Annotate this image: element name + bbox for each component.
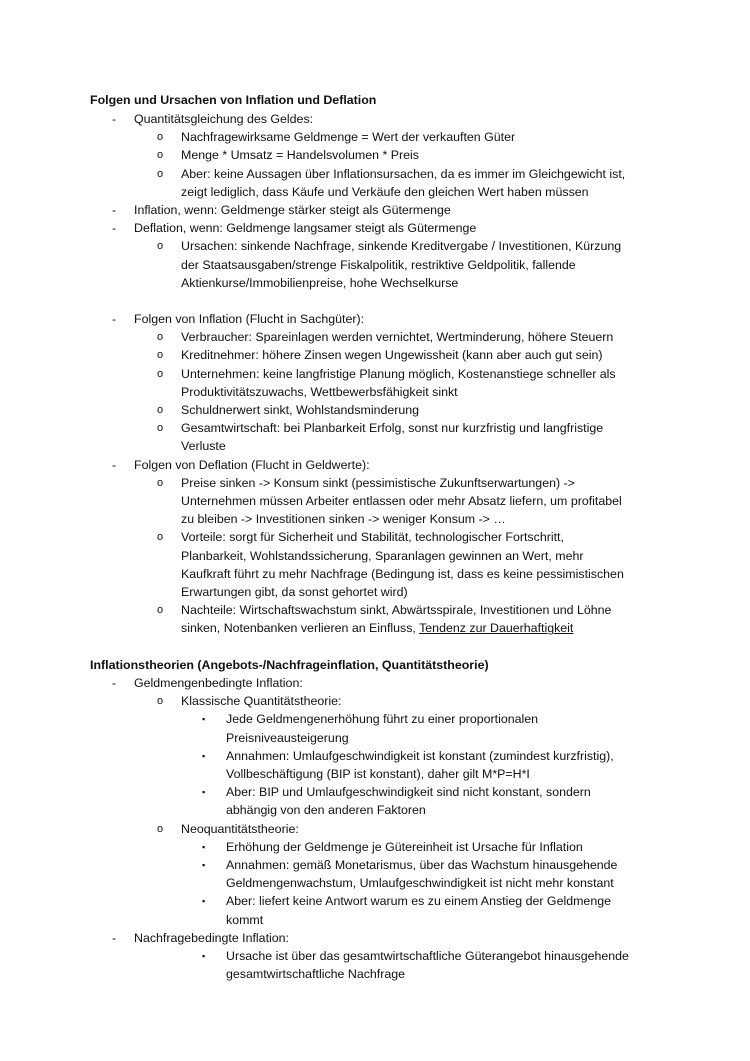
list-item-line: der Staatsausgaben/strenge Fiskalpolitik, restriktive Geldpolitik, fallende — [181, 257, 576, 272]
list-item-line: Aber: BIP und Umlaufgeschwindigkeit sind nicht konstant, sondern — [226, 785, 591, 800]
list-item-line: Verluste — [181, 439, 226, 454]
list-item-line: Annahmen: gemäß Monetarismus, über das Wachstum hinausgehende — [226, 858, 618, 873]
underlined-phrase: Tendenz zur Dauerhaftigkeit — [419, 621, 574, 636]
list-item — [0, 128, 641, 146]
list-item-line: Erwartungen gibt, da sonst gehortet wird) — [181, 585, 408, 600]
spacer — [0, 292, 750, 310]
circle-bullet-icon: o — [157, 822, 164, 835]
section2-list — [0, 674, 750, 983]
list-item — [0, 146, 641, 164]
list-item-line: Folgen von Deflation (Flucht in Geldwerte): — [134, 457, 370, 472]
dash-bullet-icon: - — [112, 203, 117, 218]
circle-bullet-icon: o — [157, 131, 164, 144]
list-item-line: Inflation, wenn: Geldmenge stärker steigt als Gütermenge — [134, 203, 451, 218]
list-item-line: zu bleiben -> Investitionen sinken -> weniger Konsum -> … — [181, 512, 506, 527]
square-bullet-icon: ▪ — [202, 896, 206, 907]
list-item — [0, 201, 750, 219]
circle-bullet-icon: o — [157, 604, 164, 617]
square-bullet-icon: ▪ — [202, 841, 206, 852]
list-item — [0, 674, 750, 692]
square-bullet-icon: ▪ — [202, 787, 206, 798]
list-item — [0, 528, 641, 601]
list-item-line: Deflation, wenn: Geldmenge langsamer steigt als Gütermenge — [134, 221, 477, 236]
list-item — [0, 838, 750, 856]
list-item-line: kommt — [226, 912, 264, 927]
list-item-line: Jede Geldmengenerhöhung führt zu einer proportionalen — [226, 712, 539, 727]
list-item-line: Annahmen: Umlaufgeschwindigkeit ist konstant (zumindest kurzfristig), — [226, 748, 614, 763]
list-item — [0, 310, 750, 328]
circle-bullet-icon: o — [157, 695, 164, 708]
list-item — [0, 456, 750, 474]
list-item-line: Quantitätsgleichung des Geldes: — [134, 112, 314, 126]
list-item-line: Ursachen: sinkende Nachfrage, sinkende Kreditvergabe / Investitionen, Kürzung — [181, 239, 622, 254]
list-item — [0, 328, 641, 346]
circle-bullet-icon: o — [157, 404, 164, 417]
list-item-line: Folgen von Inflation (Flucht in Sachgüter): — [134, 312, 365, 327]
list-item-line: Geldmengenwachstum, Umlaufgeschwindigkeit ist nicht mehr konstant — [226, 876, 614, 891]
section-heading-inflation-deflation: Folgen und Ursachen von Inflation und Deflation — [90, 93, 377, 107]
list-item-line: Erhöhung der Geldmenge je Gütereinheit ist Ursache für Inflation — [226, 839, 583, 854]
list-item-line: Kreditnehmer: höhere Zinsen wegen Ungewissheit (kann aber auch gut sein) — [181, 348, 603, 363]
list-item-line: Produktivitätszuwachs, Wettbewerbsfähigkeit sinkt — [181, 384, 458, 399]
list-item — [0, 783, 750, 819]
list-item — [0, 419, 641, 455]
list-item — [0, 710, 750, 746]
circle-bullet-icon: o — [157, 531, 164, 544]
list-item-line: Planbarkeit, Wohlstandssicherung, Sparanlagen gewinnen an Wert, mehr — [181, 548, 584, 563]
list-item-line: Nachfragewirksame Geldmenge = Wert der verkauften Güter — [181, 130, 516, 145]
list-item-line: Vorteile: sorgt für Sicherheit und Stabilität, technologischer Fortschritt, — [181, 530, 564, 545]
circle-bullet-icon: o — [157, 331, 164, 344]
list-item-line: Menge * Umsatz = Handelsvolumen * Preis — [181, 148, 419, 163]
list-item-line: Klassische Quantitätstheorie: — [181, 694, 342, 709]
list-item-line: Ursache ist über das gesamtwirtschaftliche Güterangebot hinausgehende — [226, 949, 629, 964]
list-item — [0, 929, 750, 947]
circle-bullet-icon: o — [157, 476, 164, 489]
list-item — [0, 165, 641, 201]
list-item — [0, 219, 750, 237]
list-item-line: sinken, Notenbanken verlieren an Einfluss, — [181, 621, 420, 636]
circle-bullet-icon: o — [157, 422, 164, 435]
list-item — [0, 346, 641, 364]
list-item-line: Preisniveausteigerung — [226, 730, 349, 745]
section-heading-inflationstheorien: Inflationstheorien (Angebots-/Nachfrageinflation, Quantitätstheorie) — [90, 658, 489, 672]
section1-list — [0, 110, 750, 638]
list-item-line: gesamtwirtschaftliche Nachfrage — [226, 967, 406, 982]
list-item-line: Gesamtwirtschaft: bei Planbarkeit Erfolg, sonst nur kurzfristig und langfristige — [181, 421, 604, 436]
list-item — [0, 601, 641, 637]
list-item-line: abhängig von den anderen Faktoren — [226, 803, 426, 818]
list-item-line: Aber: keine Aussagen über Inflationsursachen, da es immer im Gleichgewicht ist, — [181, 166, 626, 181]
list-item — [0, 856, 750, 892]
list-item-line: Nachfragebedingte Inflation: — [134, 930, 289, 945]
list-item-line: Geldmengenbedingte Inflation: — [134, 676, 303, 690]
list-item-line: Kaufkraft führt zu mehr Nachfrage (Bedingung ist, dass es keine pessimistischen — [181, 566, 624, 581]
list-item — [0, 110, 750, 128]
circle-bullet-icon: o — [157, 167, 164, 180]
square-bullet-icon: ▪ — [202, 951, 206, 962]
dash-bullet-icon: - — [112, 221, 117, 236]
circle-bullet-icon: o — [157, 240, 164, 253]
circle-bullet-icon: o — [157, 149, 164, 162]
list-item — [0, 692, 641, 710]
list-item-line: Preise sinken -> Konsum sinkt (pessimistische Zukunftserwartungen) -> — [181, 475, 575, 490]
list-item-line: Verbraucher: Spareinlagen werden vernichtet, Wertminderung, höhere Steuern — [181, 330, 614, 345]
list-item-line: Nachteile: Wirtschaftswachstum sinkt, Abwärtsspirale, Investitionen und Löhne — [181, 603, 612, 618]
square-bullet-icon: ▪ — [202, 750, 206, 761]
list-item-line: Vollbeschäftigung (BIP ist konstant), daher gilt M*P=H*I — [226, 767, 530, 782]
list-item-line: Schuldnerwert sinkt, Wohlstandsminderung — [181, 403, 420, 418]
dash-bullet-icon: - — [112, 312, 117, 327]
list-item-line: Unternehmen: keine langfristige Planung möglich, Kostenanstiege schneller als — [181, 366, 616, 381]
dash-bullet-icon: - — [112, 112, 117, 126]
list-item — [0, 365, 641, 401]
circle-bullet-icon: o — [157, 367, 164, 380]
square-bullet-icon: ▪ — [202, 860, 206, 871]
list-item-line: Aktienkurse/Immobilienpreise, hohe Wechselkurse — [181, 275, 459, 290]
list-item — [0, 747, 750, 783]
circle-bullet-icon: o — [157, 349, 164, 362]
list-item — [0, 401, 641, 419]
list-item — [0, 474, 641, 529]
dash-bullet-icon: - — [112, 676, 117, 690]
list-item-line: Neoquantitätstheorie: — [181, 821, 299, 836]
dash-bullet-icon: - — [112, 457, 117, 472]
dash-bullet-icon: - — [112, 930, 117, 945]
list-item — [0, 820, 641, 838]
list-item-line: Unternehmen müssen Arbeiter entlassen oder mehr Absatz liefern, um profitabel — [181, 494, 622, 509]
list-item-line: zeigt lediglich, dass Käufe und Verkäufe den gleichen Wert haben müssen — [181, 184, 589, 199]
list-item-line: Aber: liefert keine Antwort warum es zu einem Anstieg der Geldmenge — [226, 894, 611, 909]
list-item — [0, 947, 750, 983]
list-item — [0, 237, 641, 292]
list-item — [0, 892, 750, 928]
square-bullet-icon: ▪ — [202, 714, 206, 725]
